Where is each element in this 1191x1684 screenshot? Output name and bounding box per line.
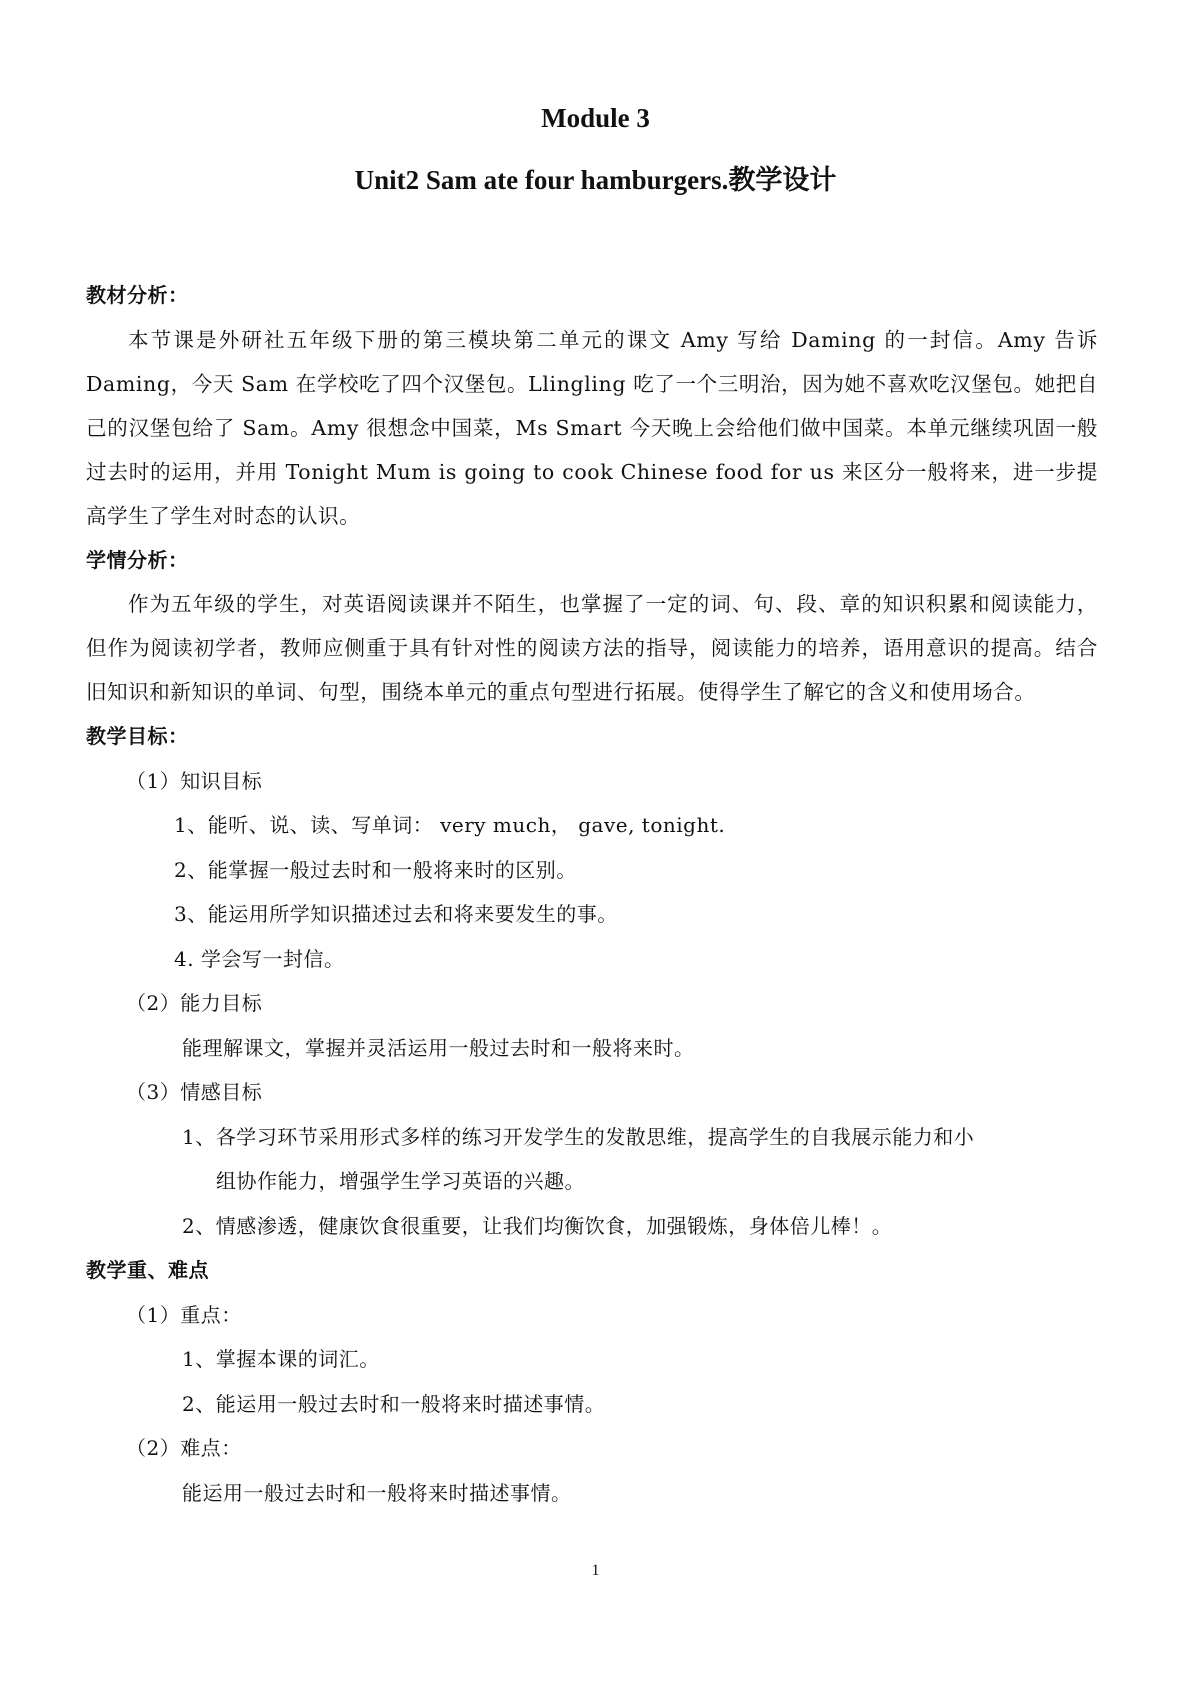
module-title: Module 3 [541, 103, 650, 133]
section-heading-students: 学情分析： [86, 547, 189, 572]
emotion-item-continuation: 组协作能力，增强学生学习英语的兴趣。 [216, 1169, 585, 1193]
document-body [86, 273, 1106, 1515]
knowledge-item: 1、能听、说、读、写单词： very much， gave, tonight. [174, 813, 726, 837]
key-point-item: 1、掌握本课的词汇。 [182, 1347, 380, 1371]
knowledge-objective-title: （1）知识目标 [126, 768, 263, 793]
section-heading-objectives: 教学目标： [86, 724, 189, 748]
section-heading-material: 教材分析： [86, 283, 189, 307]
material-paragraph: 本节课是外研社五年级下册的第三模块第二单元的课文 Amy 写给 Daming 的一封信。Amy 告诉 Daming，今天 Sam 在学校吃了四个汉堡包。Llingling 吃了一个三明治，因为她不喜欢吃汉堡包。她把自己的汉堡包给了 Sam。Amy 很想念中国菜，Ms Smart 今天晚上会给他们做中国菜。本单元继续巩固一般过去时的运用，并用 Tonight Mum is going to cook Chinese food for us 来区分一般将来，进一步提高学生了学生对时态的认识。 [86, 327, 1098, 528]
knowledge-item: 3、能运用所学知识描述过去和将来要发生的事。 [174, 902, 618, 926]
ability-objective-title: （2）能力目标 [126, 991, 263, 1015]
ability-objective-text: 能理解课文，掌握并灵活运用一般过去时和一般将来时。 [182, 1035, 695, 1060]
emotion-item: 2、情感渗透，健康饮食很重要，让我们均衡饮食，加强锻炼，身体倍儿棒！。 [182, 1213, 893, 1238]
emotion-objective-title: （3）情感目标 [126, 1080, 263, 1104]
difficult-point-title: （2）难点： [126, 1436, 242, 1460]
knowledge-item: 4. 学会写一封信。 [174, 946, 345, 971]
key-point-title: （1）重点： [126, 1302, 242, 1327]
page-number: 1 [591, 1562, 600, 1579]
difficult-point-text: 能运用一般过去时和一般将来时描述事情。 [182, 1480, 572, 1505]
students-paragraph: 作为五年级的学生，对英语阅读课并不陌生，也掌握了一定的词、句、段、章的知识积累和阅读能力，但作为阅读初学者，教师应侧重于具有针对性的阅读方法的指导，阅读能力的培养，语用意识的提高。结合旧知识和新知识的单词、句型，围绕本单元的重点句型进行拓展。使得学生了解它的含义和使用场合。 [86, 592, 1098, 704]
unit-title: Unit2 Sam ate four hamburgers.教学设计 [354, 165, 837, 195]
emotion-item: 1、各学习环节采用形式多样的练习开发学生的发散思维，提高学生的自我展示能力和小 [182, 1124, 975, 1149]
knowledge-item: 2、能掌握一般过去时和一般将来时的区别。 [174, 857, 577, 882]
key-point-item: 2、能运用一般过去时和一般将来时描述事情。 [182, 1391, 606, 1416]
section-heading-key-points: 教学重、难点 [86, 1258, 209, 1282]
